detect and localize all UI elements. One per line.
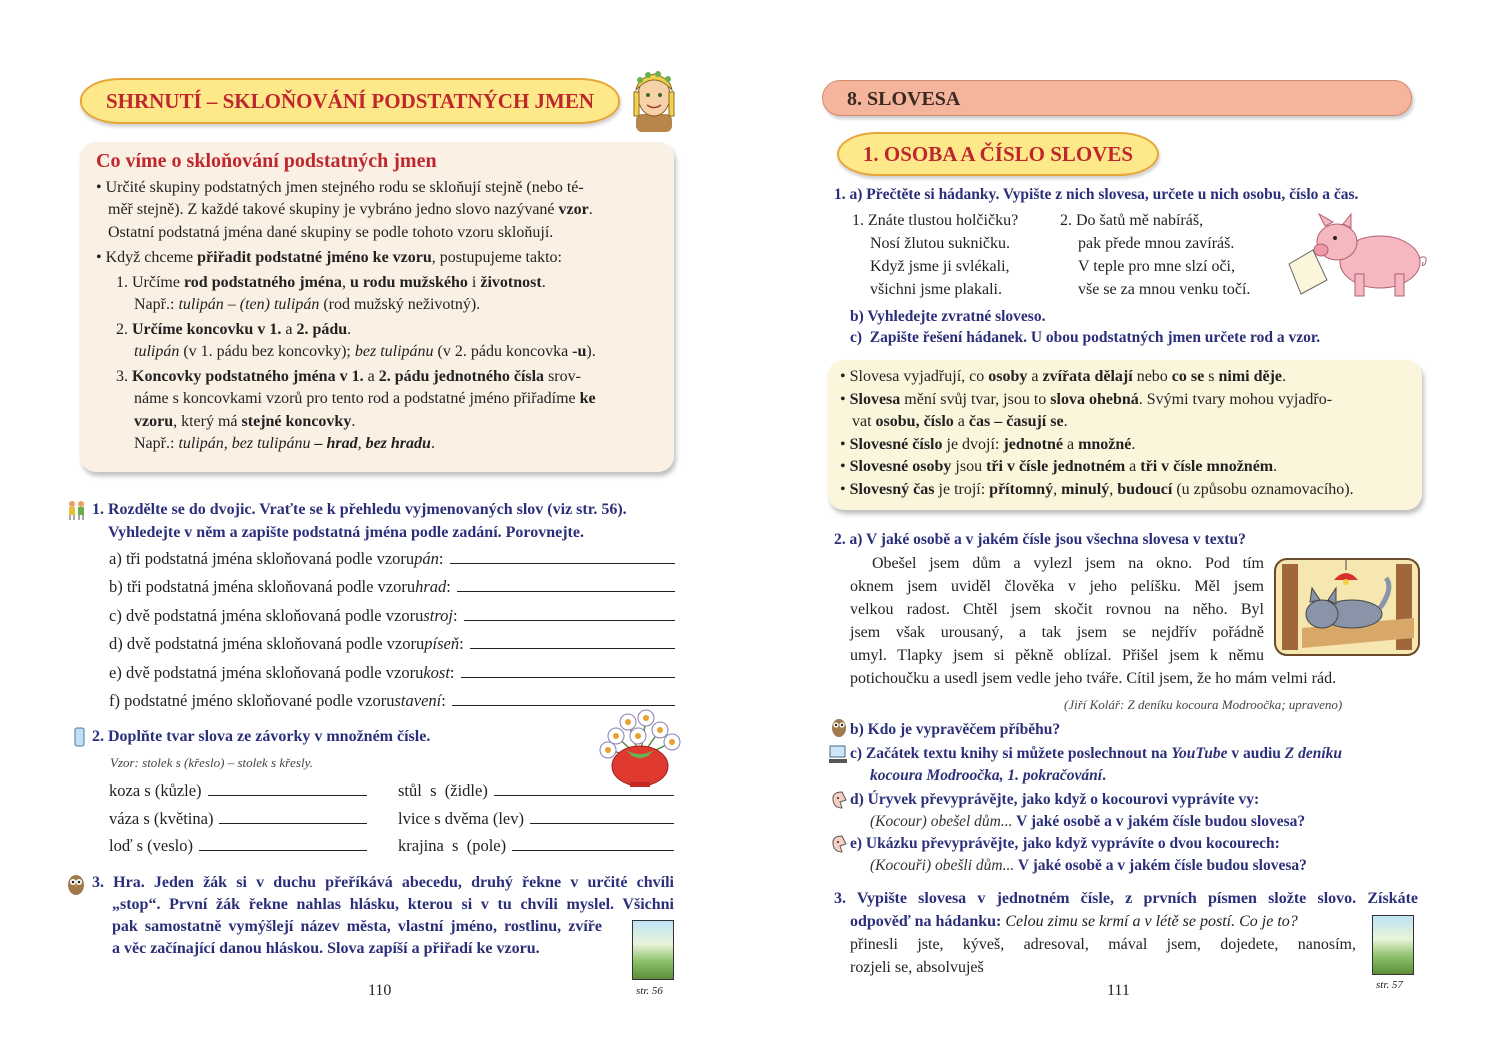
item-text: váza s (květina) bbox=[109, 808, 214, 828]
r-exercise-3 bbox=[834, 887, 1418, 979]
item-text: a) tři podstatná jména skloňovaná podle vzoru bbox=[109, 549, 415, 568]
chapter-header bbox=[822, 80, 1412, 116]
text-bold: čas – časují se bbox=[968, 413, 1064, 430]
exercise-1-item bbox=[109, 630, 675, 658]
text: a bbox=[363, 367, 379, 385]
chapter-title: 8. SLOVESA bbox=[847, 88, 961, 110]
item-colon: : bbox=[438, 549, 444, 568]
text-bold: tři v čísle množném bbox=[1140, 458, 1274, 475]
exercise-3-line: „stop“. První žák řekne nahlas hlásku, kterou si v tu chvíli myslel. Všichni bbox=[112, 896, 674, 913]
answer-blank[interactable] bbox=[199, 849, 367, 851]
pig-illustration-icon bbox=[1285, 212, 1433, 302]
text-italic: tulipán bbox=[178, 435, 224, 452]
text: . bbox=[430, 435, 435, 452]
text: ). bbox=[586, 343, 596, 360]
text-bold: co se bbox=[1171, 368, 1205, 385]
exercise-1-item bbox=[109, 545, 675, 573]
exercise-1-line-2: Vyhledejte v něm a zapište podstatná jména podle zadání. Porovnejte. bbox=[108, 523, 584, 541]
r-exercise-1a: 1. a) Přečtěte si hádanky. Vypište z nich slovesa, určete u nich osobu, číslo a čas. bbox=[834, 186, 1359, 203]
text-bold: ke bbox=[579, 390, 596, 407]
text: a bbox=[1027, 368, 1043, 385]
exercise-2-left-column bbox=[109, 777, 367, 860]
text-bold: rod podstatného jména bbox=[183, 273, 342, 291]
text: Ostatní podstatná jména dané skupiny se podle tohoto vzoru skloňují. bbox=[108, 223, 554, 241]
exercise-2-item bbox=[398, 832, 674, 860]
exercise-2-right-column bbox=[398, 777, 674, 860]
text: a bbox=[1125, 458, 1141, 475]
story-text bbox=[850, 552, 1337, 690]
text-bold: životnost bbox=[480, 273, 542, 291]
text-bold: nimi děje bbox=[1218, 368, 1283, 385]
exercise-2-title: 2. Doplňte tvar slova ze závorky v množném čísle. bbox=[92, 728, 431, 745]
page-number: 110 bbox=[368, 982, 392, 999]
riddle-text: Celou zimu se krmí a v létě se postí. Co je to? bbox=[1005, 913, 1298, 930]
text: , který má bbox=[173, 412, 242, 430]
step-number: 1. bbox=[116, 273, 128, 291]
answer-blank[interactable] bbox=[208, 794, 367, 796]
answer-blank[interactable] bbox=[461, 676, 675, 678]
text-bold: zvířata dělají bbox=[1042, 368, 1133, 385]
text: je trojí: bbox=[934, 480, 990, 498]
text: s bbox=[1204, 368, 1219, 385]
text-bold: stejné koncovky bbox=[241, 412, 352, 430]
riddle-line: 1. Znáte tlustou holčičku? bbox=[852, 212, 1019, 229]
text-bold: osobu, číslo bbox=[875, 413, 954, 430]
item-vzor: hrad bbox=[415, 577, 447, 597]
text-bold: Určíme koncovku v 1. bbox=[132, 320, 282, 338]
item-text: koza s (kůzle) bbox=[109, 781, 202, 800]
item-text: f) podstatné jméno skloňované podle vzoru bbox=[109, 691, 395, 711]
text: v audiu bbox=[1227, 745, 1285, 762]
item-text: stůl s (židle) bbox=[398, 781, 488, 800]
text-bold: množné bbox=[1078, 435, 1132, 453]
text-bold: osoby bbox=[988, 368, 1028, 385]
text-italic: tulipán – (ten) tulipán bbox=[178, 296, 320, 313]
riddle-line: Když jsme ji svlékali, bbox=[870, 258, 1010, 275]
item-vzor: píseň bbox=[424, 634, 460, 654]
summary-step-2: 2. Určíme koncovku v 1. a 2. pádu. bbox=[116, 320, 352, 338]
text-bold-italic: bez hradu bbox=[365, 435, 431, 452]
text: Určité skupiny podstatných jmen stejného rodu se skloňují stejně (nebo té- bbox=[105, 178, 584, 196]
text-italic: bez tulipánu bbox=[354, 343, 434, 360]
item-text: loď s (veslo) bbox=[109, 836, 193, 855]
text: V jaké osobě a v jakém čísle budou slovesa? bbox=[1014, 857, 1307, 874]
item-colon: : bbox=[446, 577, 451, 597]
summary-bullet-2: • Když chceme přiřadit podstatné jméno ke vzoru, postupujeme takto: bbox=[96, 249, 562, 266]
item-vzor: stavení bbox=[394, 691, 442, 711]
item-vzor: stroj bbox=[423, 605, 453, 625]
text: . bbox=[1131, 435, 1136, 453]
text: (rod mužský neživotný). bbox=[319, 296, 481, 313]
text-bold: vzoru bbox=[134, 412, 174, 430]
item-colon: : bbox=[452, 605, 458, 625]
info-line-2: • Slovesa mění svůj tvar, jsou to slova ohebná. Svými tvary mohou vyjadřo- vat osobu, číslo a čas – časují se. bbox=[840, 390, 1333, 430]
book-page-reference: str. 57 bbox=[1376, 979, 1403, 991]
text: , bbox=[1053, 480, 1062, 498]
text-bold: u rodu mužského bbox=[349, 273, 468, 291]
text-italic: Z deníku bbox=[1284, 745, 1343, 762]
text-italic: bez tulipánu bbox=[231, 435, 311, 452]
story-source: (Jiří Kolář: Z deníku kocoura Modroočka; upraveno) bbox=[1064, 697, 1343, 712]
text: c) Začátek textu knihy si můžete poslechnout na bbox=[850, 745, 1172, 762]
text: i bbox=[467, 273, 481, 291]
text-italic: kocoura Modroočka, 1. pokračování bbox=[870, 767, 1103, 784]
speaking-face-icon bbox=[830, 834, 848, 854]
text-bold: Slovesa bbox=[849, 390, 901, 408]
text-italic: tulipán bbox=[134, 343, 180, 360]
r-exercise-2a: 2. a) V jaké osobě a v jakém čísle jsou všechna slovesa v textu? bbox=[834, 531, 1246, 548]
text-italic: , bbox=[357, 435, 366, 452]
item-text: lvice s dvěma (lev) bbox=[398, 808, 524, 828]
exercise-1-title bbox=[92, 499, 692, 544]
r-exercise-2b: b) Kdo je vypravěčem příběhu? bbox=[850, 721, 1061, 738]
info-line-3: • Slovesné číslo je dvojí: jednotné a množné. bbox=[840, 435, 1136, 453]
item-text: krajina s (pole) bbox=[398, 836, 507, 855]
text: a bbox=[1062, 435, 1079, 453]
item-text: c) dvě podstatná jména skloňovaná podle vzoru bbox=[109, 605, 424, 625]
answer-blank[interactable] bbox=[512, 849, 674, 851]
text: vat bbox=[852, 413, 876, 430]
text: měř stejně). Z každé takové skupiny je vybráno jedno slovo nazývané bbox=[108, 201, 559, 218]
text: . bbox=[1102, 767, 1106, 784]
term-vzor: vzor bbox=[558, 201, 589, 218]
text: Když chceme bbox=[105, 249, 198, 266]
info-line-4: • Slovesné osoby jsou tři v čísle jednotném a tři v čísle množném. bbox=[840, 458, 1278, 475]
owl-icon bbox=[66, 873, 86, 895]
exercise-2-item bbox=[109, 805, 367, 833]
answer-blank[interactable] bbox=[450, 562, 675, 564]
text: (v 2. pádu koncovka bbox=[433, 343, 573, 360]
exercise-1-item bbox=[109, 659, 675, 687]
exercise-3-line: 3. Hra. Jeden žák si v duchu přeříkává abecedu, druhý řekne v určité chvíli bbox=[92, 874, 674, 891]
exercise-1-item bbox=[109, 602, 675, 630]
text-italic: (Kocouři) obešli dům... bbox=[870, 857, 1015, 874]
story-line: potichoučku a usedl jsem vedle jeho tváře. Cítil jsem, že ho mám velmi rád. bbox=[850, 670, 1337, 687]
r-exercise-2d bbox=[850, 789, 1305, 833]
text-bold: přiřadit podstatné jméno ke vzoru bbox=[197, 249, 432, 266]
text: (u způsobu oznamovacího). bbox=[1172, 480, 1354, 498]
text-bold: přítomný bbox=[989, 480, 1054, 498]
riddle-line: Nosí žlutou sukničku. bbox=[870, 235, 1010, 252]
item-vzor: pán bbox=[414, 549, 439, 568]
summary-step-1-example bbox=[96, 294, 660, 317]
text-bold: Slovesné číslo bbox=[849, 435, 943, 453]
text: a bbox=[281, 320, 297, 338]
riddle-line: pak přede mnou zavíráš. bbox=[1078, 235, 1235, 252]
item-text: e) dvě podstatná jména skloňovaná podle vzoru bbox=[109, 662, 424, 682]
summary-box bbox=[80, 142, 674, 472]
text: , postupujeme takto: bbox=[431, 249, 562, 266]
answer-blank[interactable] bbox=[494, 794, 674, 796]
r-exercise-2e bbox=[850, 833, 1307, 877]
speaking-face-icon bbox=[830, 790, 848, 810]
exercise-2-item bbox=[398, 805, 674, 833]
item-colon: : bbox=[459, 634, 464, 654]
exercise-1-line-1: 1. Rozdělte se do dvojic. Vraťte se k přehledu vyjmenovaných slov (viz str. 56). bbox=[92, 501, 627, 518]
text-bold: -u bbox=[572, 343, 587, 360]
lesson-banner bbox=[837, 132, 1159, 176]
summary-banner-title: SHRNUTÍ – SKLOŇOVÁNÍ PODSTATNÝCH JMEN bbox=[105, 89, 595, 113]
text-bold-italic: – hrad bbox=[310, 435, 358, 452]
summary-step-1: 1. Určíme rod podstatného jména, u rodu mužského i životnost. bbox=[116, 273, 546, 291]
exercise-1-item bbox=[109, 687, 675, 715]
text-bold: minulý bbox=[1061, 480, 1110, 498]
answer-blank[interactable] bbox=[219, 822, 367, 824]
r-exercise-2c bbox=[850, 743, 1342, 787]
exercise-1-items bbox=[109, 545, 675, 715]
summary-step-3 bbox=[96, 366, 660, 389]
text: d) Úryvek převyprávějte, jako když o kocourovi vyprávíte vy: bbox=[850, 791, 1260, 808]
answer-blank[interactable] bbox=[530, 822, 674, 824]
summary-bullet-1: • Určité skupiny podstatných jmen stejného rodu se skloňují stejně (nebo té- měř stejně). Z každé takové skupiny je vybráno jedno slovo nazývané vzor. Ostatní podstatná jména dané skupiny se podle tohoto vzoru skloňují. bbox=[96, 178, 593, 241]
text-bold: slova ohebná bbox=[1050, 390, 1139, 408]
text: je dvojí: bbox=[942, 435, 1004, 453]
text: . bbox=[1063, 413, 1068, 430]
cat-illustration-icon bbox=[1274, 558, 1420, 656]
text-italic: (Kocour) obešel dům... bbox=[870, 813, 1013, 830]
riddle-line: vše se za mnou venku točí. bbox=[1078, 281, 1251, 298]
r-exercise-1c: c) Zapište řešení hádanek. U obou podstatných jmen určete rod a vzor. bbox=[850, 329, 1321, 346]
text-bold: Koncovky podstatného jména v 1. bbox=[132, 367, 364, 385]
riddle-line: V teple pro mne slzí oči, bbox=[1078, 258, 1235, 275]
riddle-line: všichni jsme plakali. bbox=[870, 281, 1002, 298]
text-bold: 2. pádu bbox=[296, 320, 348, 338]
text-bold: odpověď na hádanku: bbox=[850, 913, 1006, 930]
text-bold: jednotné bbox=[1003, 435, 1063, 453]
youtube-link[interactable]: YouTube bbox=[1171, 745, 1228, 762]
book-cover-thumbnail[interactable] bbox=[1372, 915, 1414, 975]
item-colon: : bbox=[449, 662, 455, 682]
story-line: umyl. Tlapky jsem si pěkně oblízal. Přišel jsem k němu bbox=[850, 647, 1264, 664]
answer-blank[interactable] bbox=[470, 647, 675, 649]
text: Např.: bbox=[134, 435, 179, 452]
text: Určíme bbox=[132, 273, 184, 291]
summary-step-3-cont: náme s koncovkami vzorů pro tento rod a podstatné jméno přiřadíme ke vzoru, který má stejné koncovky. Např.: tulipán, bez tulipánu – hrad, bez hradu. bbox=[134, 390, 596, 452]
answer-blank[interactable] bbox=[464, 619, 675, 621]
flower-vase-illustration-icon bbox=[596, 708, 684, 788]
item-text: d) dvě podstatná jména skloňovaná podle vzoru bbox=[109, 634, 425, 654]
text-bold: budoucí bbox=[1117, 480, 1173, 498]
exercise-3-line: a věc začínající danou hláskou. Slova zapíší a přiřadí ke vzoru. bbox=[112, 940, 540, 957]
r-exercise-1b: b) Vyhledejte zvratné sloveso. bbox=[850, 308, 1046, 325]
summary-box-title: Co víme o skloňování podstatných jmen bbox=[96, 150, 437, 172]
book-page-reference: str. 56 bbox=[636, 985, 663, 997]
text: . bbox=[1282, 368, 1287, 385]
story-line: Obešel jsem dům a vylezl jsem na okno. Pod tím bbox=[872, 555, 1264, 572]
text: nebo bbox=[1132, 368, 1172, 385]
text-italic: , bbox=[223, 435, 232, 452]
text: Např.: bbox=[134, 296, 179, 313]
computer-icon bbox=[828, 745, 848, 765]
summary-banner bbox=[80, 78, 620, 124]
r-exercise-3-line: 3. Vypište slovesa v jednotném čísle, z prvních písmen složte slovo. Získáte bbox=[834, 890, 1418, 907]
text: a bbox=[953, 413, 969, 430]
exercise-3-text bbox=[92, 872, 674, 960]
text-bold: tři v čísle jednotném bbox=[986, 458, 1126, 475]
exercise-3-line: pak samostatně vymýšlejí název města, vlastní jméno, rostlinu, zvíře bbox=[112, 918, 602, 935]
lesson-banner-title: 1. OSOBA A ČÍSLO SLOVES bbox=[862, 142, 1134, 166]
item-vzor: kost bbox=[423, 662, 450, 682]
info-line-1: • Slovesa vyjadřují, co osoby a zvířata dělají nebo co se s nimi děje. bbox=[840, 368, 1287, 385]
book-cover-thumbnail[interactable] bbox=[632, 920, 674, 980]
text: . bbox=[1273, 458, 1278, 475]
exercise-1-item bbox=[109, 573, 675, 601]
story-line: oknem jsem uviděl člověka v jeho pelíšku. Měl jsem bbox=[850, 578, 1264, 595]
owl-icon bbox=[830, 717, 848, 737]
riddle-1 bbox=[852, 209, 1018, 301]
girl-illustration-icon bbox=[630, 68, 678, 132]
verbs-list-line: rozjeli se, absolvuješ bbox=[850, 959, 984, 976]
item-text: b) tři podstatná jména skloňovaná podle vzoru bbox=[109, 577, 416, 597]
exercise-2-item bbox=[109, 832, 367, 860]
text: V jaké osobě a v jakém čísle budou slovesa? bbox=[1012, 813, 1306, 830]
verbs-info-box bbox=[828, 360, 1422, 510]
text: mění svůj tvar, jsou to bbox=[900, 390, 1051, 408]
text: . Svými tvary mohou vyjadřo- bbox=[1138, 390, 1333, 408]
info-line-5: • Slovesný čas je trojí: přítomný, minulý, budoucí (u způsobu oznamovacího). bbox=[840, 480, 1354, 498]
exercise-2-item bbox=[109, 777, 367, 805]
answer-blank[interactable] bbox=[457, 590, 675, 592]
text-bold: Slovesný čas bbox=[849, 480, 935, 498]
step-number: 2. bbox=[116, 320, 128, 338]
summary-step-2-example bbox=[96, 341, 660, 364]
text: srov- bbox=[544, 367, 581, 385]
notebook-icon bbox=[74, 727, 86, 747]
text-bold: Slovesné osoby bbox=[849, 458, 952, 475]
text: jsou bbox=[951, 458, 987, 475]
item-colon: : bbox=[441, 691, 446, 711]
step-number: 3. bbox=[116, 367, 128, 385]
story-line: velkou radost. Chtěl jsem skočit rovnou na něho. Byl bbox=[850, 601, 1264, 618]
text-bold: 2. pádu jednotného čísla bbox=[378, 367, 545, 385]
riddle-2 bbox=[1060, 209, 1250, 301]
text: (v 1. pádu bez koncovky); bbox=[179, 343, 355, 360]
answer-blank[interactable] bbox=[452, 704, 675, 706]
page-number: 111 bbox=[1107, 982, 1130, 999]
text: , bbox=[1109, 480, 1118, 498]
text: e) Ukázku převyprávějte, jako když vyprávíte o dvou kocourech: bbox=[850, 835, 1280, 852]
text: , bbox=[341, 273, 350, 291]
riddle-line: 2. Do šatů mě nabíráš, bbox=[1060, 212, 1204, 229]
verbs-list-line: přinesli jste, kýveš, adresoval, mával jsem, dojedete, nanosím, bbox=[850, 936, 1356, 953]
text: Slovesa vyjadřují, co bbox=[849, 368, 989, 385]
story-line: jsem však urousaný, a tak jsem se nejdřív pořádně bbox=[850, 624, 1264, 641]
exercise-2-example: Vzor: stolek s (křeslo) – stolek s křesly. bbox=[110, 755, 313, 770]
text: náme s koncovkami vzorů pro tento rod a podstatné jméno přiřadíme bbox=[134, 390, 580, 407]
pair-work-icon bbox=[66, 500, 88, 520]
